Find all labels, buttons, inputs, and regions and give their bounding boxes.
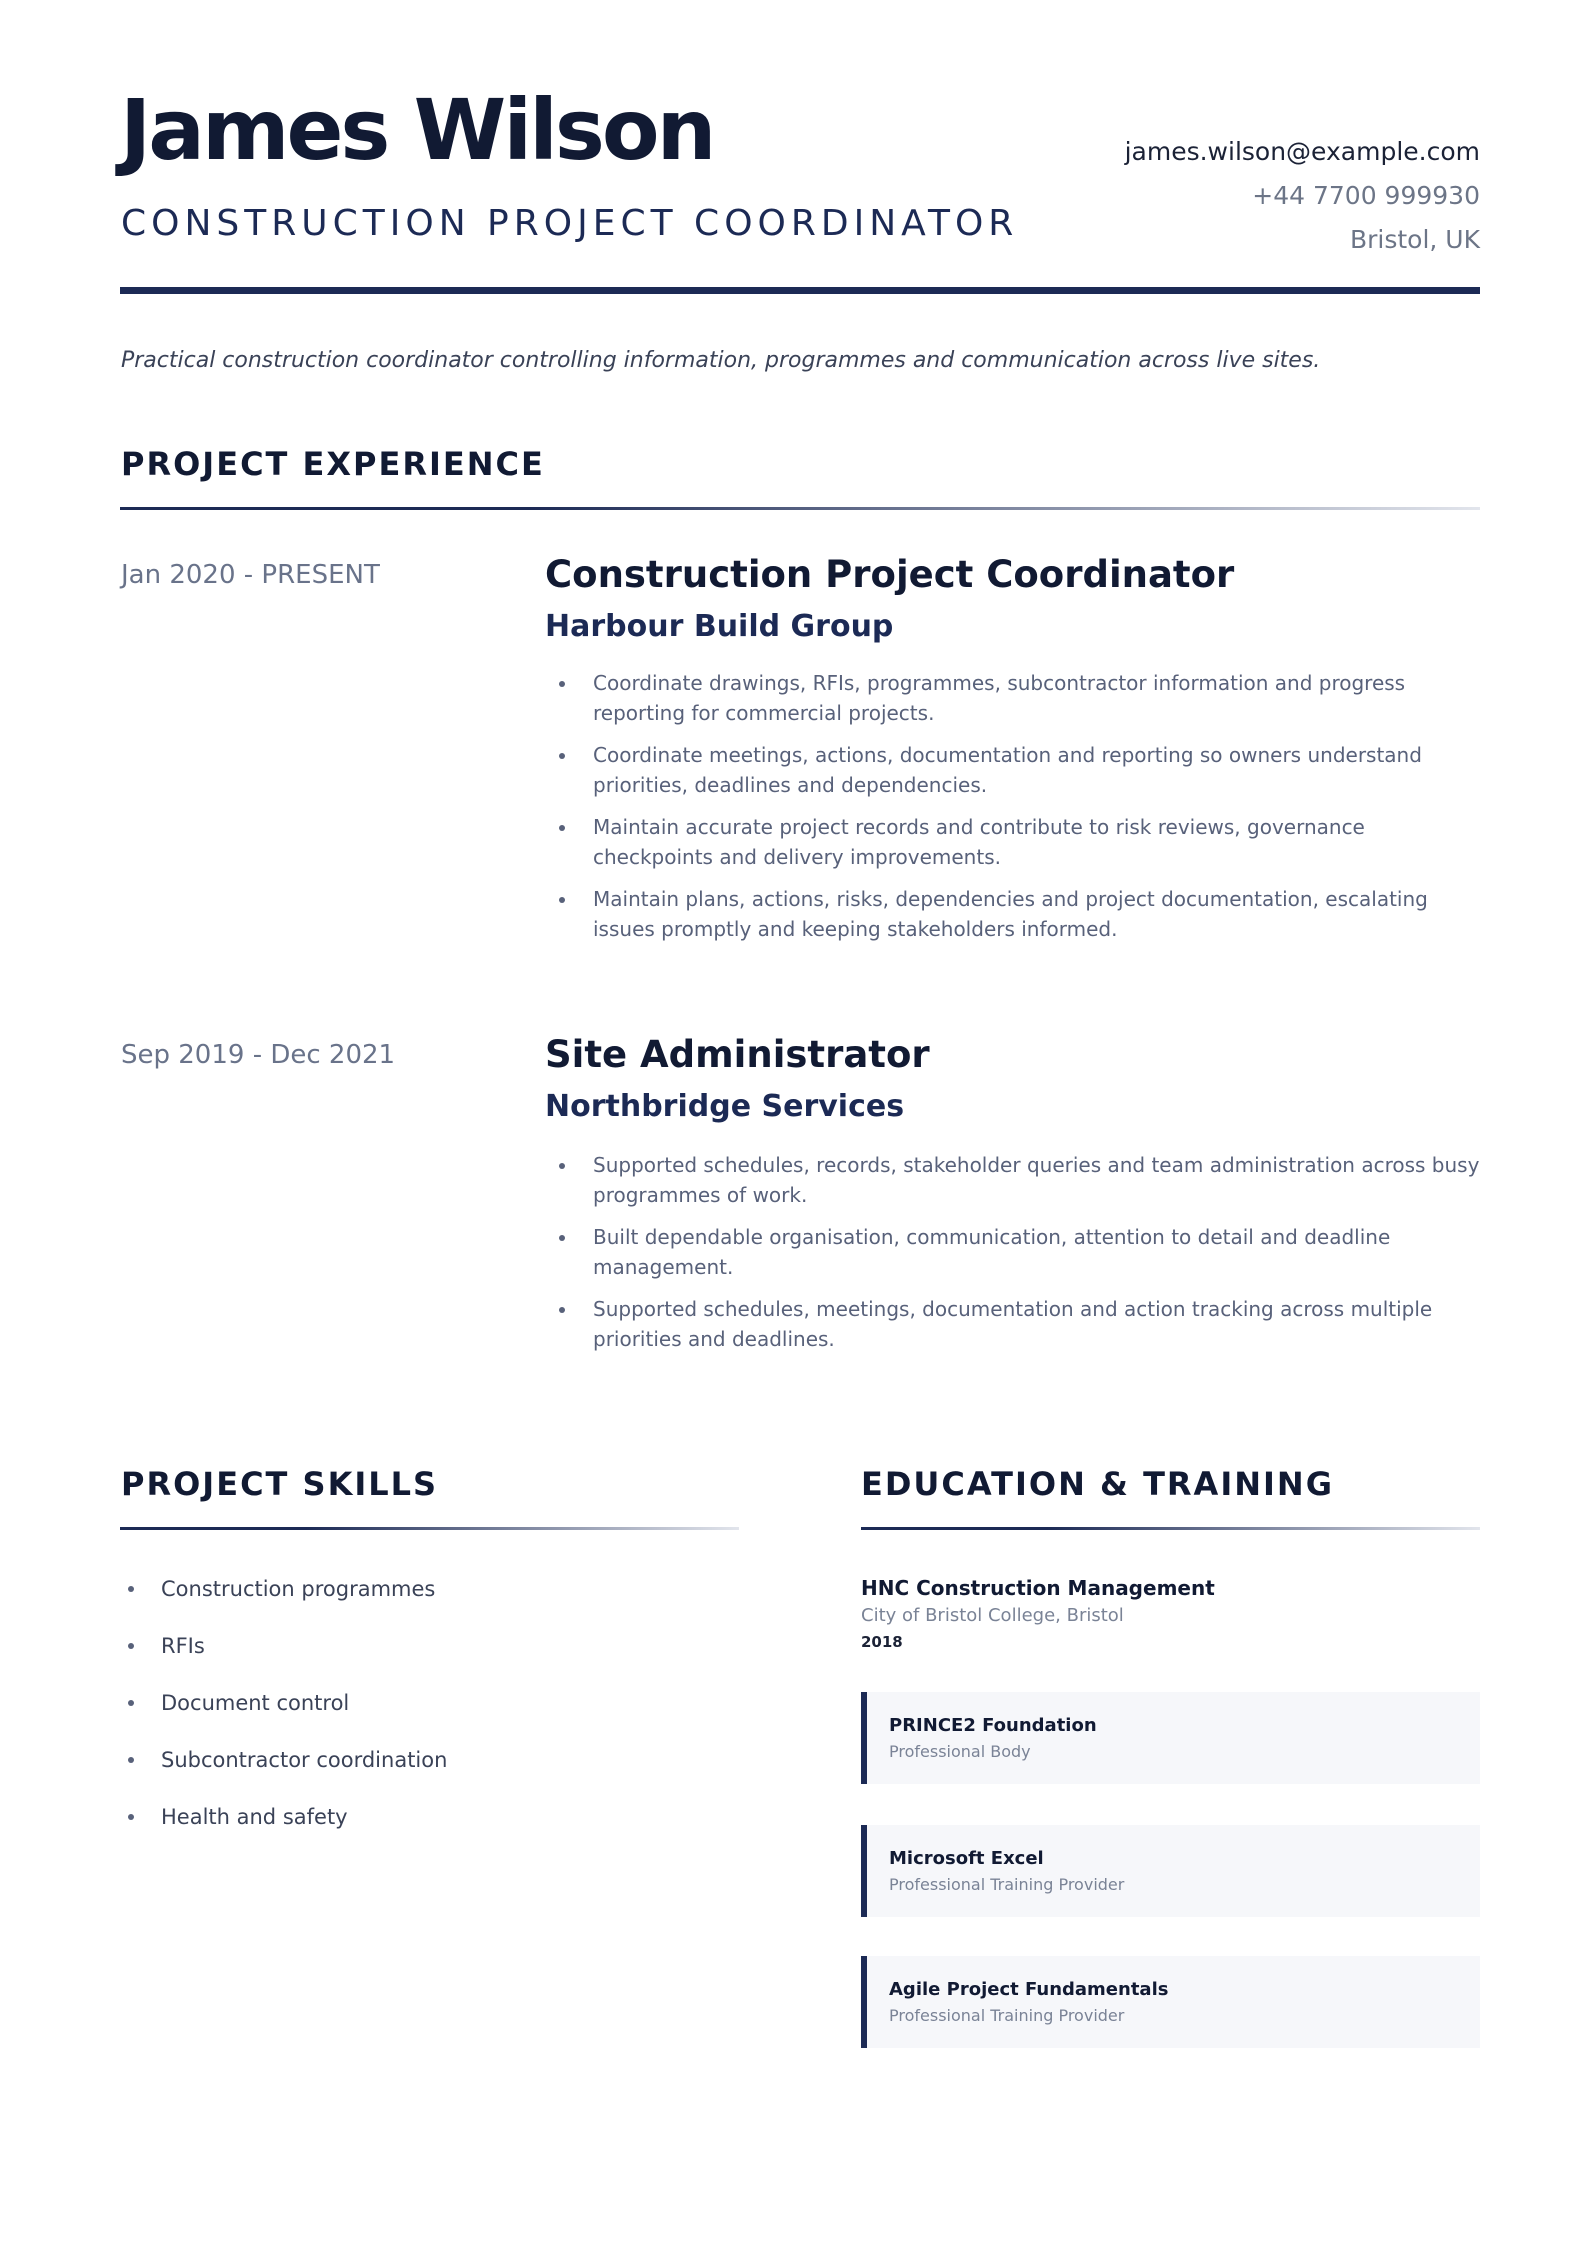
job-bullet: Supported schedules, meetings, documentation and action tracking across multiple priorities and deadlines.	[545, 1294, 1485, 1354]
certification-provider: Professional Body	[889, 1742, 1031, 1761]
skills-list	[121, 1574, 447, 1859]
job-dates: Sep 2019 - Dec 2021	[121, 1040, 396, 1070]
certification-card	[861, 1692, 1480, 1784]
contact-phone[interactable]: +44 7700 999930	[1252, 181, 1480, 210]
certification-provider: Professional Training Provider	[889, 2006, 1125, 2025]
job-bullet: Built dependable organisation, communication, attention to detail and deadline management.	[545, 1222, 1485, 1282]
job-bullets	[545, 1150, 1485, 1366]
profile-summary: Practical construction coordinator controlling information, programmes and communication across live sites.	[121, 348, 1321, 373]
section-heading-experience: PROJECT EXPERIENCE	[121, 445, 545, 483]
section-divider-education	[861, 1527, 1480, 1530]
skill-item: Health and safety	[121, 1802, 447, 1859]
section-divider-skills	[120, 1527, 739, 1530]
job-company: Harbour Build Group	[545, 609, 894, 644]
skill-item: Construction programmes	[121, 1574, 447, 1631]
certification-name: Microsoft Excel	[889, 1848, 1044, 1869]
section-heading-education: EDUCATION & TRAINING	[861, 1465, 1334, 1503]
job-bullet: Coordinate drawings, RFIs, programmes, subcontractor information and progress reporting for commercial projects.	[545, 668, 1485, 728]
section-heading-skills: PROJECT SKILLS	[121, 1465, 439, 1503]
skill-item: Subcontractor coordination	[121, 1745, 447, 1802]
job-bullet: Coordinate meetings, actions, documentation and reporting so owners understand priorities, deadlines and dependencies.	[545, 740, 1485, 800]
education-entry	[861, 1574, 1215, 1654]
job-title: Construction Project Coordinator	[545, 553, 1235, 596]
job-company: Northbridge Services	[545, 1089, 905, 1124]
header-divider	[120, 287, 1480, 294]
education-qualification: HNC Construction Management	[861, 1576, 1215, 1600]
job-bullet: Maintain plans, actions, risks, dependencies and project documentation, escalating issues promptly and keeping stakeholders informed.	[545, 884, 1485, 944]
candidate-title: CONSTRUCTION PROJECT COORDINATOR	[121, 203, 1019, 244]
contact-email[interactable]: james.wilson@example.com	[1124, 137, 1480, 166]
job-bullet: Maintain accurate project records and contribute to risk reviews, governance checkpoints and delivery improvements.	[545, 812, 1485, 872]
skill-item: Document control	[121, 1688, 447, 1745]
job-dates: Jan 2020 - PRESENT	[121, 560, 380, 590]
education-institution: City of Bristol College, Bristol	[861, 1605, 1124, 1626]
candidate-name: James Wilson	[120, 81, 714, 179]
certification-card	[861, 1825, 1480, 1917]
certification-name: PRINCE2 Foundation	[889, 1715, 1097, 1736]
job-bullet: Supported schedules, records, stakeholder queries and team administration across busy programmes of work.	[545, 1150, 1485, 1210]
contact-block	[1125, 130, 1480, 262]
education-year: 2018	[861, 1633, 903, 1651]
section-divider-experience	[120, 507, 1480, 510]
job-bullets	[545, 668, 1485, 956]
contact-location: Bristol, UK	[1349, 225, 1480, 254]
skill-item: RFIs	[121, 1631, 447, 1688]
certification-name: Agile Project Fundamentals	[889, 1979, 1169, 2000]
certification-provider: Professional Training Provider	[889, 1875, 1125, 1894]
certification-card	[861, 1956, 1480, 2048]
job-title: Site Administrator	[545, 1033, 930, 1076]
